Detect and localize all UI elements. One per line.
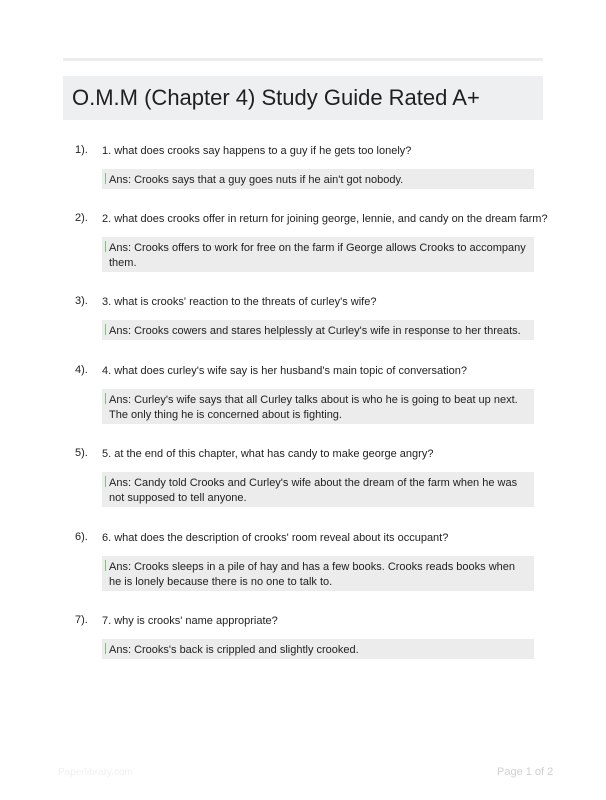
question-text: 1. what does crooks say happens to a guy if he gets too lonely?: [102, 145, 412, 157]
answer-box: [102, 320, 534, 340]
answer-box: [102, 556, 534, 591]
question-number: 1).: [75, 144, 88, 156]
question-text: 7. why is crooks' name appropriate?: [102, 615, 278, 627]
question-text: 2. what does crooks offer in return for joining george, lennie, and candy on the dream farm?: [102, 213, 548, 225]
page-title: O.M.M (Chapter 4) Study Guide Rated A+: [72, 85, 480, 110]
answer-text: Ans: Crooks's back is crippled and slightly crooked.: [109, 644, 359, 656]
question-number: 4).: [75, 364, 88, 376]
answer-box: [102, 639, 534, 659]
question-number: 7).: [75, 614, 88, 626]
question-number: 2).: [75, 212, 88, 224]
answer-text: Ans: Crooks cowers and stares helplessly at Curley's wife in response to her threats.: [109, 325, 521, 337]
question-text: 4. what does curley's wife say is her husband's main topic of conversation?: [102, 365, 467, 377]
answer-text: Ans: Crooks says that a guy goes nuts if he ain't got nobody.: [109, 174, 404, 186]
question-number: 6).: [75, 531, 88, 543]
question-number: 5).: [75, 447, 88, 459]
question-number: 3).: [75, 295, 88, 307]
top-divider: [63, 58, 543, 61]
question-text: 3. what is crooks' reaction to the threats of curley's wife?: [102, 296, 377, 308]
title-bar: [63, 76, 543, 120]
answer-text: Ans: Candy told Crooks and Curley's wife about the dream of the farm when he was not supposed to tell anyone.: [109, 477, 518, 504]
page-number: Page 1 of 2: [497, 766, 554, 778]
question-text: 6. what does the description of crooks' room reveal about its occupant?: [102, 532, 449, 544]
answer-box: [102, 472, 534, 507]
footer-watermark: Paperlibrary.com: [58, 767, 133, 778]
answer-box: [102, 389, 534, 424]
answer-text: Ans: Crooks sleeps in a pile of hay and has a few books. Crooks reads books when he is lonely because there is no one to talk to.: [109, 561, 516, 588]
answer-text: Ans: Crooks offers to work for free on the farm if George allows Crooks to accompany them.: [109, 242, 526, 269]
answer-text: Ans: Curley's wife says that all Curley talks about is who he is going to beat up next. The only thing he is concerned about is fighting.: [109, 394, 518, 421]
answer-box: [102, 237, 534, 272]
question-text: 5. at the end of this chapter, what has candy to make george angry?: [102, 448, 434, 460]
answer-box: [102, 169, 534, 189]
